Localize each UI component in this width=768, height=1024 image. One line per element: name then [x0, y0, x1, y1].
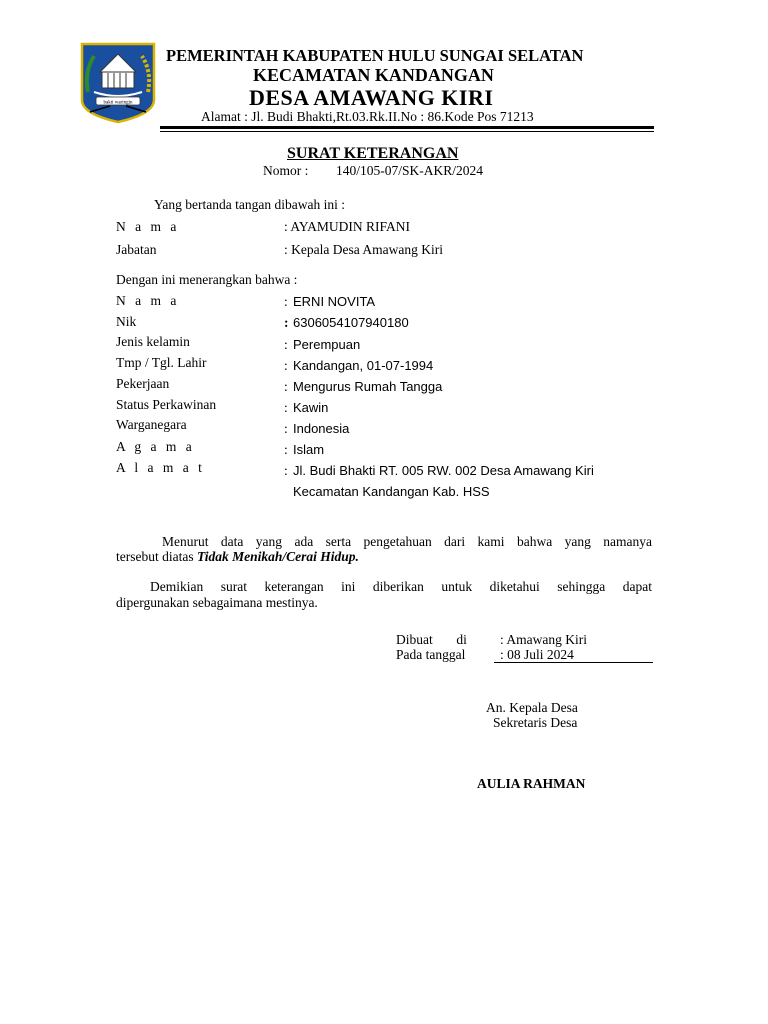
subject-colon: :	[284, 442, 288, 457]
logo-banner-text: bakti waringin	[103, 100, 133, 106]
subject-colon: :	[284, 421, 288, 436]
statement-line2	[116, 549, 359, 564]
regency-emblem-logo	[80, 42, 156, 124]
signature-role2: Sekretaris Desa	[493, 715, 578, 730]
subject-colon: :	[284, 358, 288, 373]
subject-label-birth: Tmp / Tgl. Lahir	[116, 355, 207, 370]
header-village: DESA AMAWANG KIRI	[249, 85, 494, 110]
subject-colon: :	[284, 379, 288, 394]
signer-name-label: N a m a	[116, 219, 180, 234]
statement-text: Menurut data yang ada serta pengetahuan dari kami bahwa yang namanya	[162, 534, 652, 549]
subject-label-name: N a m a	[116, 293, 180, 308]
subject-value-address: Jl. Budi Bhakti RT. 005 RW. 002 Desa Amawang Kiri	[293, 463, 594, 478]
header-rule-thick	[160, 126, 654, 129]
letter-number: 140/105-07/SK-AKR/2024	[336, 163, 484, 178]
signer-position-label: Jabatan	[116, 242, 157, 257]
subject-value-nik: 6306054107940180	[293, 315, 409, 330]
header-government: PEMERINTAH KABUPATEN HULU SUNGAI SELATAN	[166, 46, 584, 65]
closing-line2	[116, 595, 318, 610]
subject-value-occupation: Mengurus Rumah Tangga	[293, 379, 443, 394]
signer-position: : Kepala Desa Amawang Kiri	[284, 242, 443, 257]
statement-line1	[116, 534, 652, 549]
statement-emphasis: Tidak Menikah/Cerai Hidup.	[196, 549, 359, 564]
closing-text2: dipergunakan sebagaimana mestinya.	[116, 595, 318, 610]
subject-colon: :	[284, 463, 288, 478]
closing-text: Demikian surat keterangan ini diberikan untuk diketahui sehingga dapat	[150, 579, 652, 594]
issued-place: : Amawang Kiri	[500, 632, 587, 647]
subject-label-citizenship: Warganegara	[116, 417, 187, 432]
subject-value-citizenship: Indonesia	[293, 421, 350, 436]
closing-line1	[116, 579, 652, 594]
letter-number-label: Nomor :	[263, 163, 309, 178]
subject-value-birth: Kandangan, 01-07-1994	[293, 358, 434, 373]
signer-intro: Yang bertanda tangan dibawah ini :	[154, 197, 345, 212]
subject-label-address: A l a m a t	[116, 460, 205, 475]
issued-date: : 08 Juli 2024	[500, 647, 574, 662]
signer-name: : AYAMUDIN RIFANI	[284, 219, 411, 234]
subject-label-gender: Jenis kelamin	[116, 334, 190, 349]
signature-role1: An. Kepala Desa	[486, 700, 578, 715]
subject-label-religion: A g a m a	[116, 439, 195, 454]
header-rule-thin	[160, 131, 654, 132]
subject-intro: Dengan ini menerangkan bahwa :	[116, 272, 298, 287]
subject-label-marital: Status Perkawinan	[116, 397, 217, 412]
letter-title: SURAT KETERANGAN	[287, 145, 459, 162]
subject-value-religion: Islam	[293, 442, 325, 457]
subject-colon: :	[284, 315, 289, 330]
subject-value-marital: Kawin	[293, 400, 329, 415]
subject-colon: :	[284, 337, 288, 352]
issued-place-label: Dibuat di	[396, 632, 467, 647]
subject-value-gender: Perempuan	[293, 337, 361, 352]
subject-value-address-line2: Kecamatan Kandangan Kab. HSS	[293, 484, 490, 499]
subject-label-nik: Nik	[116, 314, 137, 329]
date-underline	[494, 662, 653, 663]
subject-value-name: ERNI NOVITA	[293, 294, 376, 309]
issued-date-label: Pada tanggal	[396, 647, 466, 662]
header-address: Alamat : Jl. Budi Bhakti,Rt.03.Rk.II.No : 86.Kode Pos 71213	[201, 109, 534, 124]
subject-label-occupation: Pekerjaan	[116, 376, 170, 391]
subject-colon: :	[284, 294, 288, 309]
signature-name: AULIA RAHMAN	[477, 776, 586, 791]
subject-colon: :	[284, 400, 288, 415]
statement-text2: tersebut diatas	[116, 549, 194, 564]
header-district: KECAMATAN KANDANGAN	[253, 65, 494, 85]
